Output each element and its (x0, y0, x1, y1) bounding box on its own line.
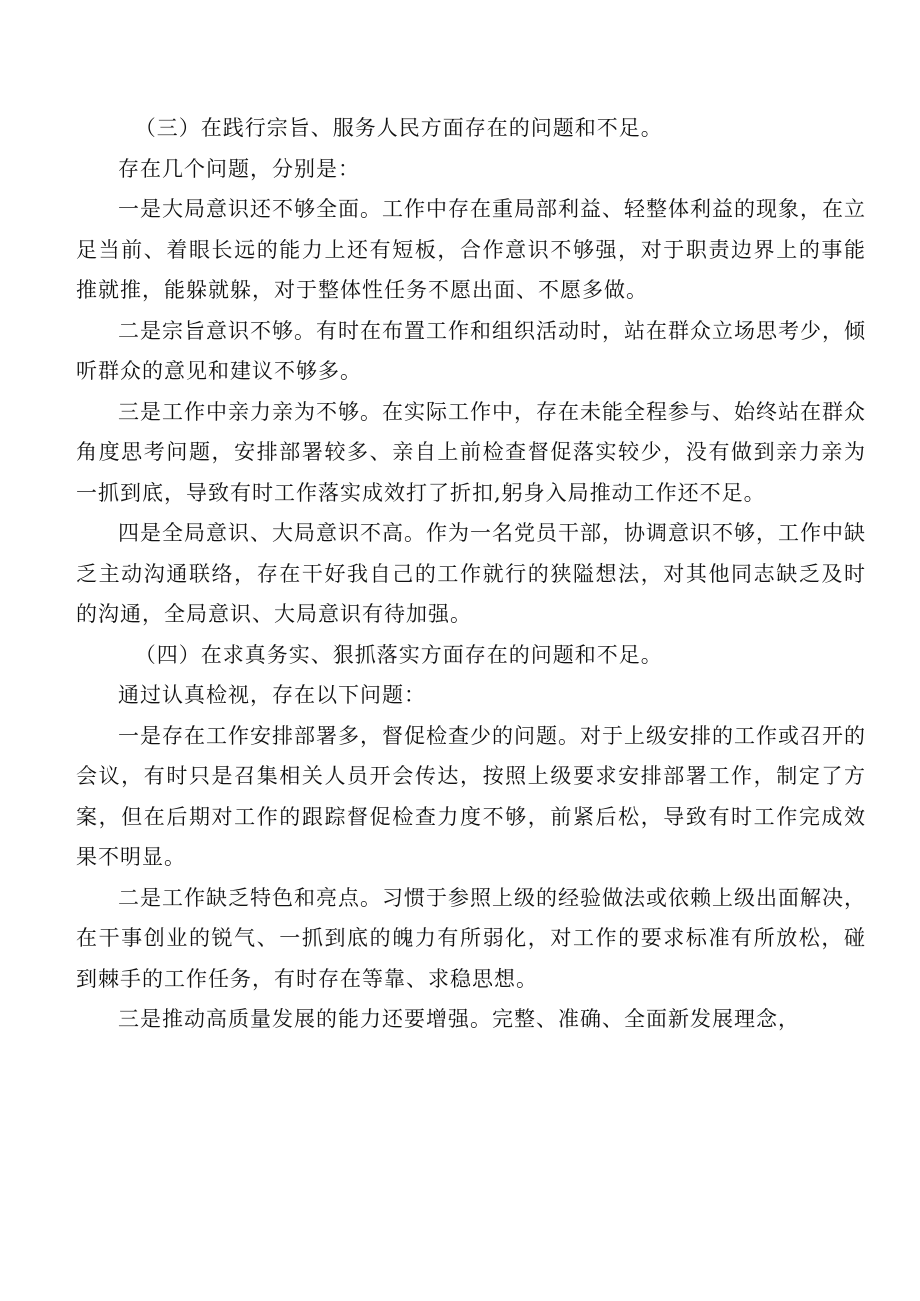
paragraph: 二是工作缺乏特色和亮点。习惯于参照上级的经验做法或依赖上级出面解决，在干事创业的锐气、一抓到底的魄力有所弱化，对工作的要求标准有所放松，碰到棘手的工作任务，有时存在等靠、求稳思想。 (76, 885, 866, 991)
paragraph: 四是全局意识、大局意识不高。作为一名党员干部，协调意识不够，工作中缺乏主动沟通联络，存在干好我自己的工作就行的狭隘想法，对其他同志缺乏及时的沟通，全局意识、大局意识有待加强。 (76, 521, 866, 626)
section-heading-4: （四）在求真务实、狠抓落实方面存在的问题和不足。 (134, 642, 663, 667)
paragraph: 三是推动高质量发展的能力还要增强。完整、准确、全面新发展理念， (118, 1007, 800, 1031)
paragraph: 一是存在工作安排部署多，督促检查少的问题。对于上级安排的工作或召开的会议，有时只是召集相关人员开会传达，按照上级要求安排部署工作，制定了方案，但在后期对工作的跟踪督促检查力度不够，前紧后松，导致有时工作完成效果不明显。 (76, 723, 866, 869)
paragraph: 通过认真检视，存在以下问题： (118, 683, 426, 707)
paragraph: 一是大局意识还不够全面。工作中存在重局部利益、轻整体利益的现象，在立足当前、着眼长远的能力上还有短板，合作意识不够强，对于职责边界上的事能推就推，能躲就躲，对于整体性任务不愿出面、不愿多做。 (76, 197, 866, 302)
paragraph: 三是工作中亲力亲为不够。在实际工作中，存在未能全程参与、始终站在群众角度思考问题，安排部署较多、亲自上前检查督促落实较少，没有做到亲力亲为一抓到底，导致有时工作落实成效打了折扣,躬身入局推动工作还不足。 (76, 399, 866, 505)
section-heading-3: （三）在践行宗旨、服务人民方面存在的问题和不足。 (134, 116, 663, 140)
document-body (76, 108, 866, 1040)
paragraph: 存在几个问题，分别是： (118, 156, 360, 181)
paragraph: 二是宗旨意识不够。有时在布置工作和组织活动时，站在群众立场思考少，倾听群众的意见和建议不够多。 (76, 318, 866, 383)
